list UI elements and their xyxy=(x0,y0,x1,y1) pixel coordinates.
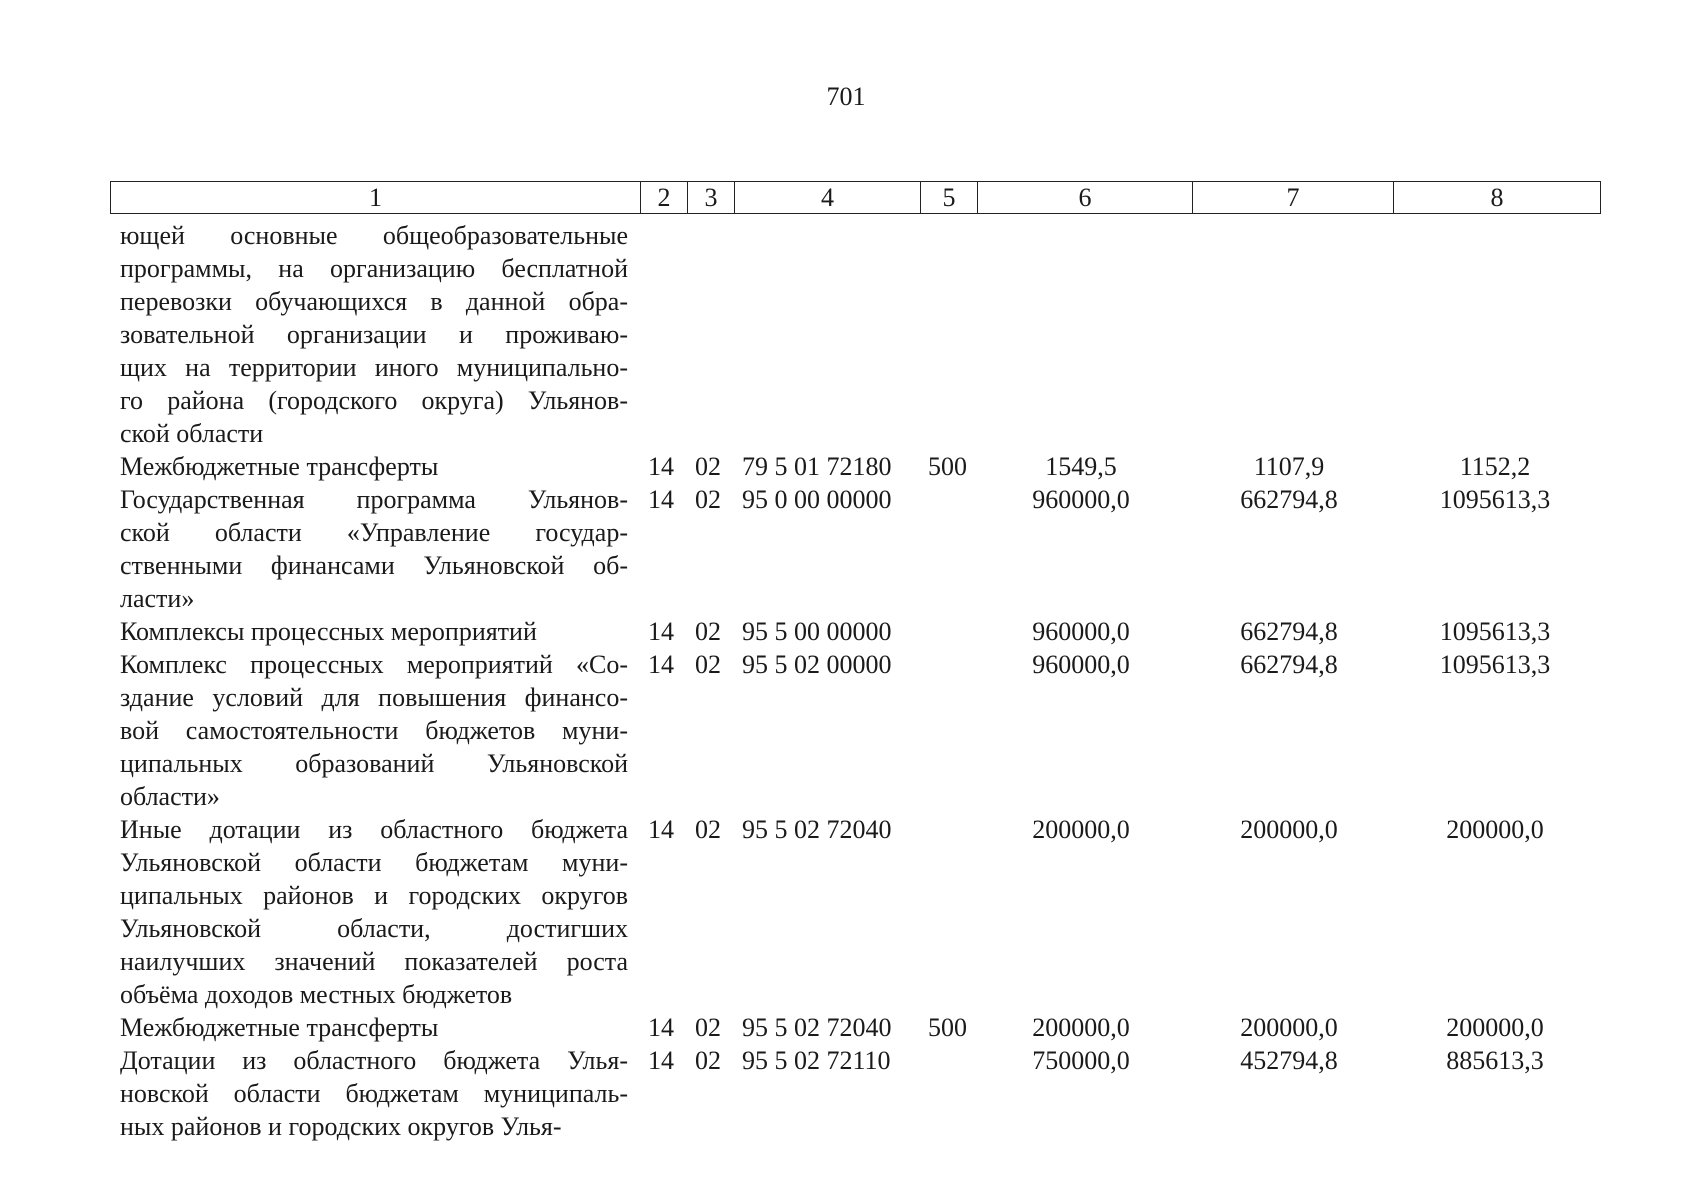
row-cell-col-3: 02 xyxy=(695,1046,721,1075)
description-line: объёма доходов местных бюджетов xyxy=(120,980,513,1009)
description-line: Иные дотации из областного бюджета xyxy=(120,815,628,844)
description-line: Комплекс процессных мероприятий «Со- xyxy=(120,650,628,679)
row-description xyxy=(120,219,628,450)
row-cell-col-8: 1095613,3 xyxy=(1439,485,1551,514)
row-cell-col-7: 662794,8 xyxy=(1240,650,1338,679)
description-line: ющей основные общеобразовательные xyxy=(120,221,628,250)
header-row xyxy=(111,182,1601,214)
description-line: ципальных образований Ульяновской xyxy=(120,749,628,778)
header-col-6: 6 xyxy=(978,182,1193,214)
table-row xyxy=(120,450,1531,483)
header-col-1: 1 xyxy=(111,182,641,214)
description-line: Межбюджетные трансферты xyxy=(120,452,439,481)
table-body xyxy=(120,219,1551,1143)
table-row xyxy=(120,648,1551,813)
header-col-2: 2 xyxy=(641,182,688,214)
description-line: области» xyxy=(120,782,220,811)
table-row xyxy=(120,615,1551,648)
row-cell-col-4: 95 5 02 72110 xyxy=(742,1046,891,1075)
row-cell-col-4: 95 5 02 00000 xyxy=(742,650,892,679)
row-cell-col-2: 14 xyxy=(648,1013,674,1042)
row-cell-col-4: 95 5 00 00000 xyxy=(742,617,892,646)
row-cell-col-2: 14 xyxy=(648,650,674,679)
row-description xyxy=(120,615,628,648)
row-cell-col-6: 750000,0 xyxy=(1032,1046,1130,1075)
row-description xyxy=(120,1011,628,1044)
description-line: Комплексы процессных мероприятий xyxy=(120,617,537,646)
description-line: вой самостоятельности бюджетов муни- xyxy=(120,716,628,745)
header-col-7: 7 xyxy=(1193,182,1394,214)
description-line: Ульяновской области, достигших xyxy=(120,914,628,943)
row-cell-col-8: 885613,3 xyxy=(1446,1046,1544,1075)
row-description xyxy=(120,450,628,483)
row-cell-col-4: 95 5 02 72040 xyxy=(742,815,892,844)
row-description xyxy=(120,648,628,813)
row-cell-col-8: 1152,2 xyxy=(1459,452,1531,481)
table-row xyxy=(120,483,1551,615)
row-cell-col-6: 960000,0 xyxy=(1032,617,1130,646)
description-line: ных районов и городских округов Улья- xyxy=(120,1112,562,1141)
row-cell-col-3: 02 xyxy=(695,650,721,679)
description-line: наилучших значений показателей роста xyxy=(120,947,628,976)
header-col-8: 8 xyxy=(1394,182,1601,214)
description-line: Межбюджетные трансферты xyxy=(120,1013,439,1042)
header-col-5: 5 xyxy=(921,182,978,214)
row-cell-col-8: 1095613,3 xyxy=(1439,617,1551,646)
row-cell-col-2: 14 xyxy=(648,452,674,481)
header-col-3: 3 xyxy=(688,182,735,214)
row-cell-col-8: 1095613,3 xyxy=(1439,650,1551,679)
row-cell-col-5: 500 xyxy=(928,452,967,481)
row-cell-col-3: 02 xyxy=(695,452,721,481)
row-cell-col-3: 02 xyxy=(695,617,721,646)
row-cell-col-3: 02 xyxy=(695,485,721,514)
row-cell-col-7: 200000,0 xyxy=(1240,1013,1338,1042)
description-line: ственными финансами Ульяновской об- xyxy=(120,551,628,580)
description-line: ласти» xyxy=(120,584,195,613)
table-header xyxy=(110,181,1601,214)
row-cell-col-2: 14 xyxy=(648,1046,674,1075)
row-cell-col-7: 200000,0 xyxy=(1240,815,1338,844)
row-cell-col-7: 452794,8 xyxy=(1240,1046,1338,1075)
row-cell-col-3: 02 xyxy=(695,815,721,844)
row-cell-col-8: 200000,0 xyxy=(1446,815,1544,844)
description-line: новской области бюджетам муниципаль- xyxy=(120,1079,628,1108)
row-cell-col-7: 662794,8 xyxy=(1240,485,1338,514)
row-cell-col-4: 79 5 01 72180 xyxy=(742,452,892,481)
description-line: перевозки обучающихся в данной обра- xyxy=(120,287,628,316)
description-line: ской области xyxy=(120,419,264,448)
header-col-4: 4 xyxy=(735,182,921,214)
row-description xyxy=(120,1044,628,1143)
row-cell-col-3: 02 xyxy=(695,1013,721,1042)
row-cell-col-7: 662794,8 xyxy=(1240,617,1338,646)
description-line: ципальных районов и городских округов xyxy=(120,881,628,910)
table-row xyxy=(120,813,1544,1011)
description-line: го района (городского округа) Ульянов- xyxy=(120,386,628,415)
row-cell-col-6: 960000,0 xyxy=(1032,650,1130,679)
table-row xyxy=(120,219,628,450)
description-line: здание условий для повышения финансо- xyxy=(120,683,628,712)
row-cell-col-6: 960000,0 xyxy=(1032,485,1130,514)
description-line: Ульяновской области бюджетам муни- xyxy=(120,848,628,877)
description-line: Государственная программа Ульянов- xyxy=(120,485,628,514)
row-cell-col-7: 1107,9 xyxy=(1253,452,1325,481)
row-cell-col-2: 14 xyxy=(648,815,674,844)
row-cell-col-6: 1549,5 xyxy=(1045,452,1117,481)
description-line: Дотации из областного бюджета Улья- xyxy=(120,1046,628,1075)
description-line: ской области «Управление государ- xyxy=(120,518,628,547)
row-cell-col-6: 200000,0 xyxy=(1032,815,1130,844)
row-description xyxy=(120,483,628,615)
row-cell-col-4: 95 0 00 00000 xyxy=(742,485,892,514)
row-cell-col-2: 14 xyxy=(648,485,674,514)
row-cell-col-6: 200000,0 xyxy=(1032,1013,1130,1042)
description-line: программы, на организацию бесплатной xyxy=(120,254,628,283)
row-cell-col-5: 500 xyxy=(928,1013,967,1042)
row-cell-col-2: 14 xyxy=(648,617,674,646)
row-cell-col-8: 200000,0 xyxy=(1446,1013,1544,1042)
description-line: щих на территории иного муниципально- xyxy=(120,353,628,382)
description-line: зовательной организации и проживаю- xyxy=(120,320,628,349)
row-cell-col-4: 95 5 02 72040 xyxy=(742,1013,892,1042)
page-number: 701 xyxy=(826,82,866,111)
row-description xyxy=(120,813,628,1011)
table-row xyxy=(120,1011,1544,1044)
table-row xyxy=(120,1044,1544,1143)
